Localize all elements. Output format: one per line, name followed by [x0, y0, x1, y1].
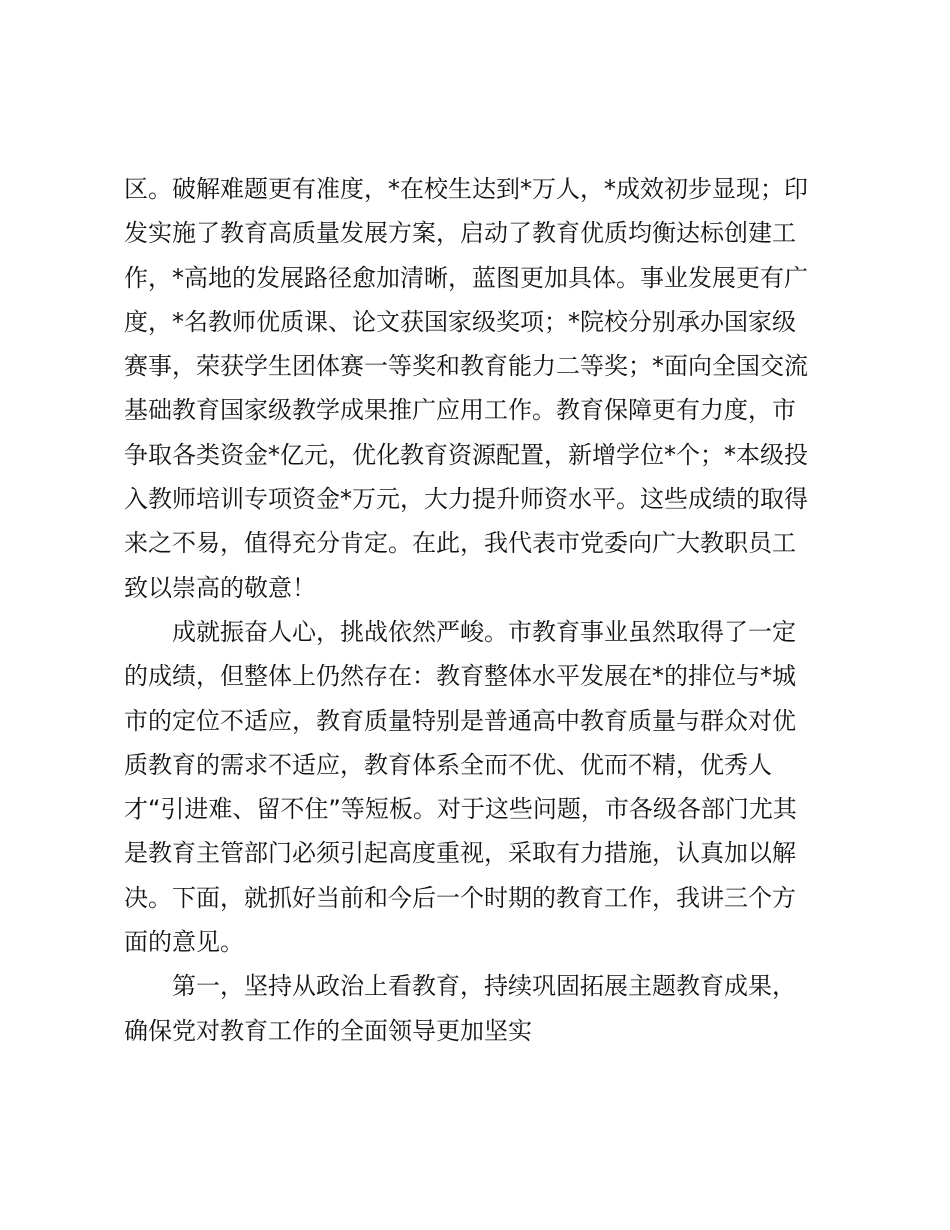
text-line: 入教师培训专项资金*万元，大力提升师资水平。这些成绩的取得: [124, 485, 808, 514]
text-line: 决。下面，就抓好当前和今后一个时期的教育工作，我讲三个方: [124, 883, 796, 912]
text-line: 市的定位不适应，教育质量特别是普通高中教育质量与群众对优: [124, 706, 796, 735]
text-line: 作，*高地的发展路径愈加清晰，蓝图更加具体。事业发展更有广: [124, 263, 808, 292]
text-line: 才“引进难、留不住”等短板。对于这些问题，市各级各部门尤其: [124, 795, 797, 824]
text-line: 质教育的需求不适应，教育体系全而不优、优而不精，优秀人: [124, 750, 772, 779]
text-line: 度，*名教师优质课、论文获国家级奖项；*院校分别承办国家级: [124, 307, 796, 336]
paragraph-first-line: 第一，坚持从政治上看教育，持续巩固拓展主题教育成果，: [172, 972, 796, 1001]
text-line: 发实施了教育高质量发展方案，启动了教育优质均衡达标创建工: [124, 219, 796, 248]
text-line: 致以崇高的敬意！: [124, 573, 316, 602]
document-body: [124, 167, 844, 1053]
paragraph-first-line: 成就振奋人心，挑战依然严峻。市教育事业虽然取得了一定: [172, 617, 796, 646]
text-line: 是教育主管部门必须引起高度重视，采取有力措施，认真加以解: [124, 839, 796, 868]
text-line: 赛事，荣获学生团体赛一等奖和教育能力二等奖；*面向全国交流: [124, 352, 808, 381]
text-line: 区。破解难题更有准度，*在校生达到*万人，*成效初步显现；印: [124, 175, 808, 203]
text-line: 基础教育国家级教学成果推广应用工作。教育保障更有力度，市: [124, 396, 796, 425]
text-line: 面的意见。: [124, 928, 244, 957]
text-line: 争取各类资金*亿元，优化教育资源配置，新增学位*个；*本级投: [124, 440, 808, 469]
text-line: 的成绩，但整体上仍然存在：教育整体水平发展在*的排位与*城: [124, 662, 796, 691]
text-line: 确保党对教育工作的全面领导更加坚实: [124, 1016, 532, 1045]
text-line: 来之不易，值得充分肯定。在此，我代表市党委向广大教职员工: [124, 529, 796, 558]
